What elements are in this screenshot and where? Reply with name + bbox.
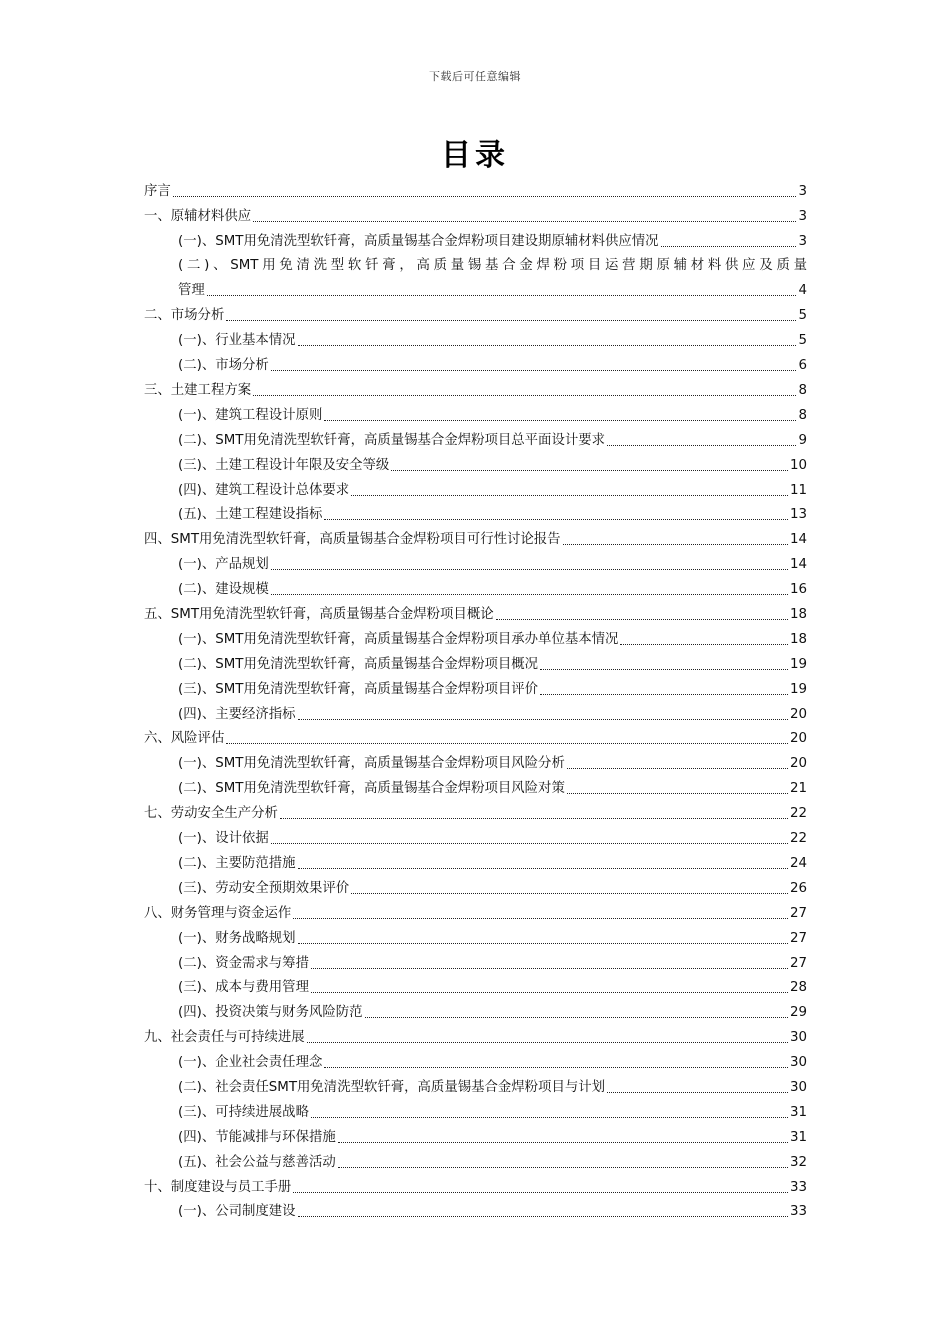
toc-entry[interactable]	[144, 1047, 807, 1072]
toc-entry[interactable]	[144, 574, 807, 599]
dot-leader	[280, 818, 788, 819]
toc-entry[interactable]	[144, 599, 807, 624]
toc-entry[interactable]	[144, 898, 807, 923]
toc-entry[interactable]	[144, 624, 807, 649]
dot-leader	[298, 345, 797, 346]
dot-leader	[567, 768, 788, 769]
toc-entry[interactable]	[144, 674, 807, 699]
header-note: 下载后可任意编辑	[429, 70, 521, 83]
toc-entry[interactable]	[144, 549, 807, 574]
dot-leader	[567, 793, 788, 794]
toc-entry-text: (一)、SMT用免清洗型软钎膏，高质量锡基合金焊粉项目建设期原辅材料供应情况	[178, 233, 659, 249]
toc-page-number: 11	[789, 482, 807, 498]
dot-leader	[338, 1142, 788, 1143]
toc-page-number: 30	[789, 1030, 807, 1046]
dot-leader	[253, 395, 796, 396]
dot-leader	[391, 470, 788, 471]
toc-page-number: 5	[798, 333, 807, 349]
toc-page-number: 16	[789, 582, 807, 598]
toc-entry-text: (四)、主要经济指标	[178, 706, 296, 722]
toc-entry-text: (二)、建设规模	[178, 582, 269, 598]
toc-entry-text: (四)、建筑工程设计总体要求	[178, 482, 350, 498]
toc-entry-text: (一)、公司制度建设	[178, 1204, 296, 1220]
toc-page-number: 20	[789, 756, 807, 772]
dot-leader	[311, 968, 788, 969]
toc-entry-text: 八、财务管理与资金运作	[144, 905, 292, 921]
toc-entry-text: (一)、行业基本情况	[178, 333, 296, 349]
dot-leader	[298, 868, 788, 869]
toc-page-number: 24	[789, 855, 807, 871]
dot-leader	[496, 619, 788, 620]
toc-page-number: 30	[789, 1055, 807, 1071]
toc-page-number: 27	[789, 905, 807, 921]
toc-entry[interactable]	[144, 1172, 807, 1197]
toc-entry[interactable]	[144, 425, 807, 450]
toc-page-number: 31	[789, 1129, 807, 1145]
toc-page-number: 14	[789, 557, 807, 573]
dot-leader	[253, 221, 796, 222]
toc-entry-text: (三)、可持续进展战略	[178, 1104, 309, 1120]
dot-leader	[324, 519, 788, 520]
toc-entry-text: (一)、产品规划	[178, 557, 269, 573]
toc-entry-text: 四、SMT用免清洗型软钎膏，高质量锡基合金焊粉项目可行性讨论报告	[144, 532, 561, 548]
toc-entry[interactable]	[144, 724, 807, 749]
toc-entry[interactable]	[144, 923, 807, 948]
table-of-contents	[144, 176, 807, 1221]
toc-entry-text: (四)、节能减排与环保措施	[178, 1129, 336, 1145]
dot-leader	[298, 943, 788, 944]
toc-entry[interactable]	[144, 475, 807, 500]
toc-entry[interactable]	[144, 375, 807, 400]
toc-entry-text: (二)、SMT用免清洗型软钎膏，高质量锡基合金焊粉项目总平面设计要求	[178, 432, 606, 448]
dot-leader	[351, 893, 788, 894]
toc-page-number: 4	[798, 283, 807, 299]
toc-entry[interactable]	[144, 450, 807, 475]
toc-entry-text: 七、劳动安全生产分析	[144, 806, 278, 822]
toc-entry[interactable]	[144, 1072, 807, 1097]
dot-leader	[324, 1067, 788, 1068]
toc-entry[interactable]	[144, 649, 807, 674]
dot-leader	[324, 420, 796, 421]
toc-entry-text: (二)、SMT用免清洗型软钎膏，高质量锡基合金焊粉项目风险对策	[178, 781, 565, 797]
toc-entry[interactable]	[144, 400, 807, 425]
toc-entry-text: (一)、SMT用免清洗型软钎膏，高质量锡基合金焊粉项目承办单位基本情况	[178, 631, 619, 647]
toc-page-number: 13	[789, 507, 807, 523]
dot-leader	[293, 918, 788, 919]
toc-entry-text: 三、土建工程方案	[144, 383, 252, 399]
dot-leader	[307, 1042, 788, 1043]
dot-leader	[311, 992, 788, 993]
toc-entry[interactable]	[144, 798, 807, 823]
toc-entry[interactable]	[144, 1097, 807, 1122]
dot-leader	[271, 569, 788, 570]
toc-entry[interactable]	[144, 873, 807, 898]
toc-entry[interactable]	[144, 1022, 807, 1047]
dot-leader	[661, 246, 797, 247]
toc-page-number: 5	[798, 308, 807, 324]
dot-leader	[271, 370, 797, 371]
toc-entry[interactable]	[144, 823, 807, 848]
toc-page-number: 18	[789, 631, 807, 647]
toc-entry[interactable]	[144, 997, 807, 1022]
toc-entry-text: (二)、市场分析	[178, 358, 269, 374]
toc-page-number: 20	[789, 706, 807, 722]
dot-leader	[351, 495, 788, 496]
toc-page-number: 33	[789, 1179, 807, 1195]
toc-entry-text: 九、社会责任与可持续进展	[144, 1030, 305, 1046]
toc-entry[interactable]	[144, 973, 807, 998]
dot-leader	[226, 743, 788, 744]
dot-leader	[271, 594, 788, 595]
toc-entry-text: (三)、SMT用免清洗型软钎膏，高质量锡基合金焊粉项目评价	[178, 681, 539, 697]
dot-leader	[365, 1017, 788, 1018]
dot-leader	[298, 719, 788, 720]
toc-page-number: 19	[789, 681, 807, 697]
toc-page-number: 3	[798, 233, 807, 249]
toc-entry-text: (二)、社会责任SMT用免清洗型软钎膏，高质量锡基合金焊粉项目与计划	[178, 1079, 606, 1095]
toc-entry-text: (一)、企业社会责任理念	[178, 1055, 323, 1071]
toc-page-number: 29	[789, 1005, 807, 1021]
toc-page-number: 27	[789, 955, 807, 971]
toc-page-number: 21	[789, 781, 807, 797]
toc-entry-text: (三)、劳动安全预期效果评价	[178, 880, 350, 896]
dot-leader	[607, 445, 796, 446]
toc-entry-text: (五)、社会公益与慈善活动	[178, 1154, 336, 1170]
toc-entry-text: (一)、设计依据	[178, 831, 269, 847]
toc-entry-text-continued: 管理	[178, 283, 205, 299]
toc-entry[interactable]	[144, 350, 807, 375]
dot-leader	[338, 1167, 788, 1168]
dot-leader	[620, 644, 788, 645]
toc-page-number: 10	[789, 457, 807, 473]
toc-entry[interactable]	[144, 1197, 807, 1222]
toc-entry-text: 序言	[144, 183, 171, 199]
dot-leader	[173, 196, 797, 197]
toc-page-number: 8	[798, 407, 807, 423]
toc-entry[interactable]	[144, 226, 807, 251]
toc-entry[interactable]	[144, 300, 807, 325]
toc-entry[interactable]	[144, 524, 807, 549]
toc-entry-text: (一)、财务战略规划	[178, 930, 296, 946]
toc-entry-text: (二)、SMT用免清洗型软钎膏，高质量锡基合金焊粉项目概况	[178, 656, 539, 672]
dot-leader	[271, 843, 788, 844]
toc-page-number: 26	[789, 880, 807, 896]
toc-page-number: 30	[789, 1079, 807, 1095]
toc-entry[interactable]	[144, 1122, 807, 1147]
dot-leader	[311, 1117, 788, 1118]
dot-leader	[293, 1192, 788, 1193]
toc-entry[interactable]	[144, 251, 807, 301]
dot-leader	[226, 320, 796, 321]
toc-entry-text: (一)、建筑工程设计原则	[178, 407, 323, 423]
toc-page-number: 31	[789, 1104, 807, 1120]
toc-page-number: 8	[798, 383, 807, 399]
dot-leader	[607, 1092, 788, 1093]
toc-entry-text: (二)、SMT用免清洗型软钎膏，高质量锡基合金焊粉项目运营期原辅材料供应及质量	[178, 257, 807, 273]
toc-entry[interactable]	[144, 500, 807, 525]
toc-entry[interactable]	[144, 699, 807, 724]
toc-entry[interactable]	[144, 748, 807, 773]
toc-page-number: 32	[789, 1154, 807, 1170]
toc-page-number: 19	[789, 656, 807, 672]
dot-leader	[207, 295, 797, 296]
toc-page-number: 9	[798, 432, 807, 448]
toc-entry[interactable]	[144, 1147, 807, 1172]
dot-leader	[563, 544, 788, 545]
toc-title: 目录	[441, 138, 509, 173]
toc-entry-text: (一)、SMT用免清洗型软钎膏，高质量锡基合金焊粉项目风险分析	[178, 756, 565, 772]
toc-entry[interactable]	[144, 325, 807, 350]
dot-leader	[540, 694, 788, 695]
toc-entry-text: (三)、成本与费用管理	[178, 980, 309, 996]
toc-entry-text: 二、市场分析	[144, 308, 225, 324]
dot-leader	[298, 1216, 788, 1217]
toc-page-number: 3	[798, 183, 807, 199]
toc-entry-text: (五)、土建工程建设指标	[178, 507, 323, 523]
toc-entry-text: (三)、土建工程设计年限及安全等级	[178, 457, 390, 473]
toc-page-number: 3	[798, 208, 807, 224]
toc-entry-text: (二)、主要防范措施	[178, 855, 296, 871]
toc-entry-text: 五、SMT用免清洗型软钎膏，高质量锡基合金焊粉项目概论	[144, 607, 494, 623]
toc-entry[interactable]	[144, 773, 807, 798]
dot-leader	[540, 669, 788, 670]
toc-entry[interactable]	[144, 201, 807, 226]
toc-page-number: 22	[789, 806, 807, 822]
toc-entry[interactable]	[144, 848, 807, 873]
toc-page-number: 33	[789, 1204, 807, 1220]
toc-page-number: 22	[789, 831, 807, 847]
toc-entry-text: (二)、资金需求与筹措	[178, 955, 309, 971]
toc-entry[interactable]	[144, 176, 807, 201]
toc-entry-text: 一、原辅材料供应	[144, 208, 252, 224]
toc-page-number: 27	[789, 930, 807, 946]
toc-entry-text: (四)、投资决策与财务风险防范	[178, 1005, 363, 1021]
toc-page-number: 20	[789, 731, 807, 747]
toc-page-number: 14	[789, 532, 807, 548]
toc-entry[interactable]	[144, 948, 807, 973]
toc-page-number: 28	[789, 980, 807, 996]
toc-page-number: 18	[789, 607, 807, 623]
toc-page-number: 6	[798, 358, 807, 374]
toc-entry-text: 六、风险评估	[144, 731, 225, 747]
toc-entry-text: 十、制度建设与员工手册	[144, 1179, 292, 1195]
